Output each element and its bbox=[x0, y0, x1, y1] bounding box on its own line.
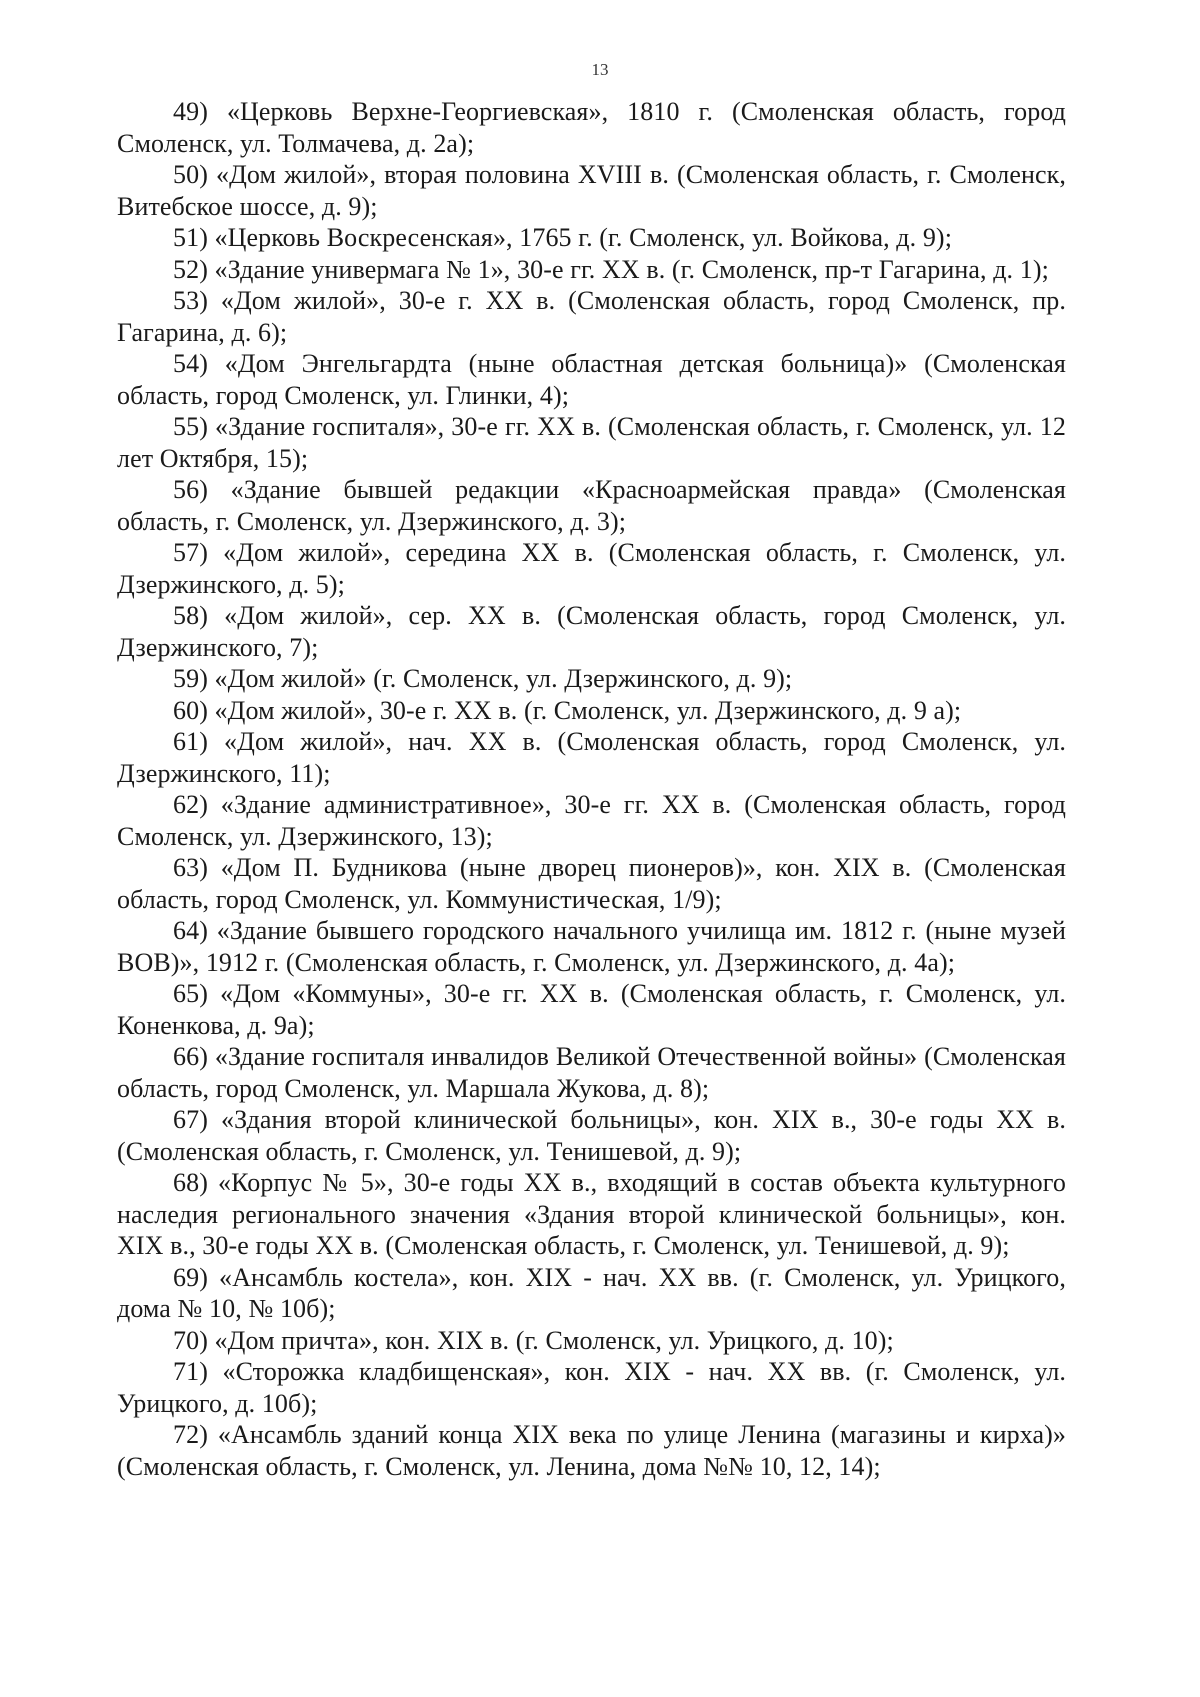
list-item: 69) «Ансамбль костела», кон. XIX - нач. XX вв. (г. Смоленск, ул. Урицкого, дома № 10, № 10б); bbox=[117, 1262, 1066, 1323]
list-item: 60) «Дом жилой», 30-е г. XX в. (г. Смоленск, ул. Дзержинского, д. 9 а); bbox=[173, 695, 962, 725]
list-item: 58) «Дом жилой», сер. XX в. (Смоленская область, город Смоленск, ул. Дзержинского, 7); bbox=[117, 601, 1066, 662]
list-item: 50) «Дом жилой», вторая половина XVIII в. (Смоленская область, г. Смоленск, Витебское шоссе, д. 9); bbox=[117, 160, 1066, 221]
list-item: 52) «Здание универмага № 1», 30-е гг. XX в. (г. Смоленск, пр-т Гагарина, д. 1); bbox=[173, 254, 1049, 284]
list-item: 61) «Дом жилой», нач. XX в. (Смоленская область, город Смоленск, ул. Дзержинского, 11); bbox=[117, 727, 1066, 788]
list-item: 64) «Здание бывшего городского начального училища им. 1812 г. (ныне музей ВОВ)», 1912 г. (Смоленская область, г. Смоленск, ул. Дзержинского, д. 4а); bbox=[117, 916, 1066, 977]
list-item: 49) «Церковь Верхне-Георгиевская», 1810 г. (Смоленская область, город Смоленск, ул. Толмачева, д. 2а); bbox=[117, 97, 1066, 158]
list-item: 56) «Здание бывшей редакции «Красноармейская правда» (Смоленская область, г. Смоленск, ул. Дзержинского, д. 3); bbox=[117, 475, 1066, 536]
list-item: 59) «Дом жилой» (г. Смоленск, ул. Дзержинского, д. 9); bbox=[173, 664, 793, 693]
list-item: 51) «Церковь Воскресенская», 1765 г. (г. Смоленск, ул. Войкова, д. 9); bbox=[173, 223, 953, 252]
list-item: 53) «Дом жилой», 30-е г. XX в. (Смоленская область, город Смоленск, пр. Гагарина, д. 6); bbox=[117, 286, 1066, 347]
list-item: 54) «Дом Энгельгардта (ныне областная детская больница)» (Смоленская область, город Смоленск, ул. Глинки, 4); bbox=[117, 349, 1066, 410]
heritage-list bbox=[117, 96, 1066, 1482]
list-item: 71) «Сторожка кладбищенская», кон. XIX - нач. XX вв. (г. Смоленск, ул. Урицкого, д. 10б); bbox=[117, 1357, 1066, 1418]
list-item: 68) «Корпус № 5», 30-е годы XX в., входящий в состав объекта культурного наследия регионального значения «Здания второй клинической больницы», кон. XIX в., 30-е годы XX в. (Смоленская область, г. Смоленск, ул. Тенишевой, д. 9); bbox=[117, 1168, 1066, 1260]
list-item: 57) «Дом жилой», середина XX в. (Смоленская область, г. Смоленск, ул. Дзержинского, д. 5); bbox=[117, 538, 1066, 599]
list-item: 55) «Здание госпиталя», 30-е гг. XX в. (Смоленская область, г. Смоленск, ул. 12 лет Октября, 15); bbox=[117, 412, 1066, 473]
page-number: 13 bbox=[591, 60, 609, 79]
list-item: 62) «Здание административное», 30-е гг. XX в. (Смоленская область, город Смоленск, ул. Дзержинского, 13); bbox=[117, 790, 1066, 851]
list-item: 67) «Здания второй клинической больницы», кон. XIX в., 30-е годы XX в. (Смоленская область, г. Смоленск, ул. Тенишевой, д. 9); bbox=[117, 1105, 1066, 1166]
list-item: 65) «Дом «Коммуны», 30-е гг. XX в. (Смоленская область, г. Смоленск, ул. Коненкова, д. 9а); bbox=[117, 979, 1066, 1040]
list-item: 66) «Здание госпиталя инвалидов Великой Отечественной войны» (Смоленская область, город Смоленск, ул. Маршала Жукова, д. 8); bbox=[117, 1042, 1066, 1103]
list-item: 63) «Дом П. Будникова (ныне дворец пионеров)», кон. XIX в. (Смоленская область, город Смоленск, ул. Коммунистическая, 1/9); bbox=[117, 853, 1066, 914]
list-item: 70) «Дом причта», кон. XIX в. (г. Смоленск, ул. Урицкого, д. 10); bbox=[173, 1325, 894, 1355]
list-item: 72) «Ансамбль зданий конца XIX века по улице Ленина (магазины и кирха)» (Смоленская область, г. Смоленск, ул. Ленина, дома №№ 10, 12, 14); bbox=[117, 1420, 1066, 1481]
